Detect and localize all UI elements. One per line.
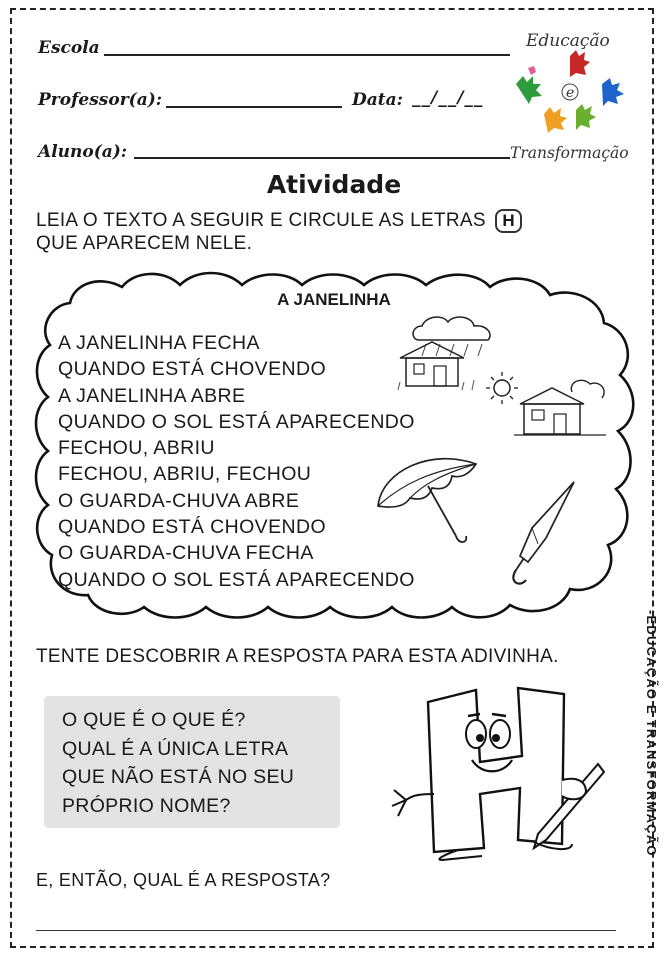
side-watermark-text: -EDUCAÇÃO E TRANSFORMAÇÃO bbox=[644, 610, 659, 857]
answer-prompt: E, ENTÃO, QUAL É A RESPOSTA? bbox=[36, 870, 331, 890]
poem-line: QUANDO ESTÁ CHOVENDO bbox=[58, 516, 327, 539]
poem-title: A JANELINHA bbox=[277, 290, 391, 309]
date-input[interactable]: __/__/__ bbox=[412, 88, 484, 108]
riddle-prompt: TENTE DESCOBRIR A RESPOSTA PARA ESTA ADIVINHA. bbox=[36, 646, 559, 667]
logo-center-letter: e bbox=[566, 85, 575, 101]
teacher-input-line[interactable] bbox=[166, 106, 342, 108]
poem-line: QUANDO ESTÁ CHOVENDO bbox=[58, 358, 327, 381]
student-label: Aluno(a): bbox=[38, 142, 128, 162]
letter-h-badge: H bbox=[495, 209, 522, 233]
answer-input-line[interactable] bbox=[36, 930, 616, 931]
teacher-label: Professor(a): bbox=[38, 90, 163, 110]
riddle-line: PRÓPRIO NOME? bbox=[62, 794, 231, 817]
date-label: Data: bbox=[352, 90, 403, 110]
page-title: Atividade bbox=[266, 170, 402, 199]
poem-line: A JANELINHA ABRE bbox=[58, 384, 246, 407]
poem-line: FECHOU, ABRIU, FECHOU bbox=[58, 463, 312, 486]
poem-line: FECHOU, ABRIU bbox=[58, 437, 215, 460]
logo-top-text: Educação bbox=[526, 31, 610, 51]
poem-line: QUANDO O SOL ESTÁ APARECENDO bbox=[58, 568, 415, 591]
poem-line: O GUARDA-CHUVA FECHA bbox=[58, 542, 314, 565]
school-input-line[interactable] bbox=[104, 54, 510, 56]
instruction-line-1 bbox=[36, 209, 522, 233]
open-umbrella-icon bbox=[372, 448, 490, 548]
logo-bottom-text: Transformação bbox=[510, 144, 629, 162]
poem-line: QUANDO O SOL ESTÁ APARECENDO bbox=[58, 410, 415, 433]
riddle-line: O QUE É O QUE É? bbox=[62, 709, 246, 731]
student-input-line[interactable] bbox=[134, 157, 510, 159]
instruction-text: LEIA O TEXTO A SEGUIR E CIRCULE AS LETRAS bbox=[36, 210, 486, 231]
sunny-house-icon bbox=[486, 370, 610, 440]
poem-text bbox=[58, 330, 415, 593]
poem-line: O GUARDA-CHUVA ABRE bbox=[58, 489, 300, 512]
poem-line: A JANELINHA FECHA bbox=[58, 332, 260, 354]
riddle-line: QUAL É A ÚNICA LETRA bbox=[62, 737, 289, 760]
letter-h-character-icon bbox=[372, 684, 620, 860]
riddle-text bbox=[62, 706, 294, 820]
instruction-line-2: QUE APARECEM NELE. bbox=[36, 233, 253, 254]
education-logo bbox=[510, 26, 652, 166]
closed-umbrella-icon bbox=[502, 478, 582, 590]
school-label: Escola bbox=[38, 38, 100, 58]
riddle-line: QUE NÃO ESTÁ NO SEU bbox=[62, 766, 295, 788]
